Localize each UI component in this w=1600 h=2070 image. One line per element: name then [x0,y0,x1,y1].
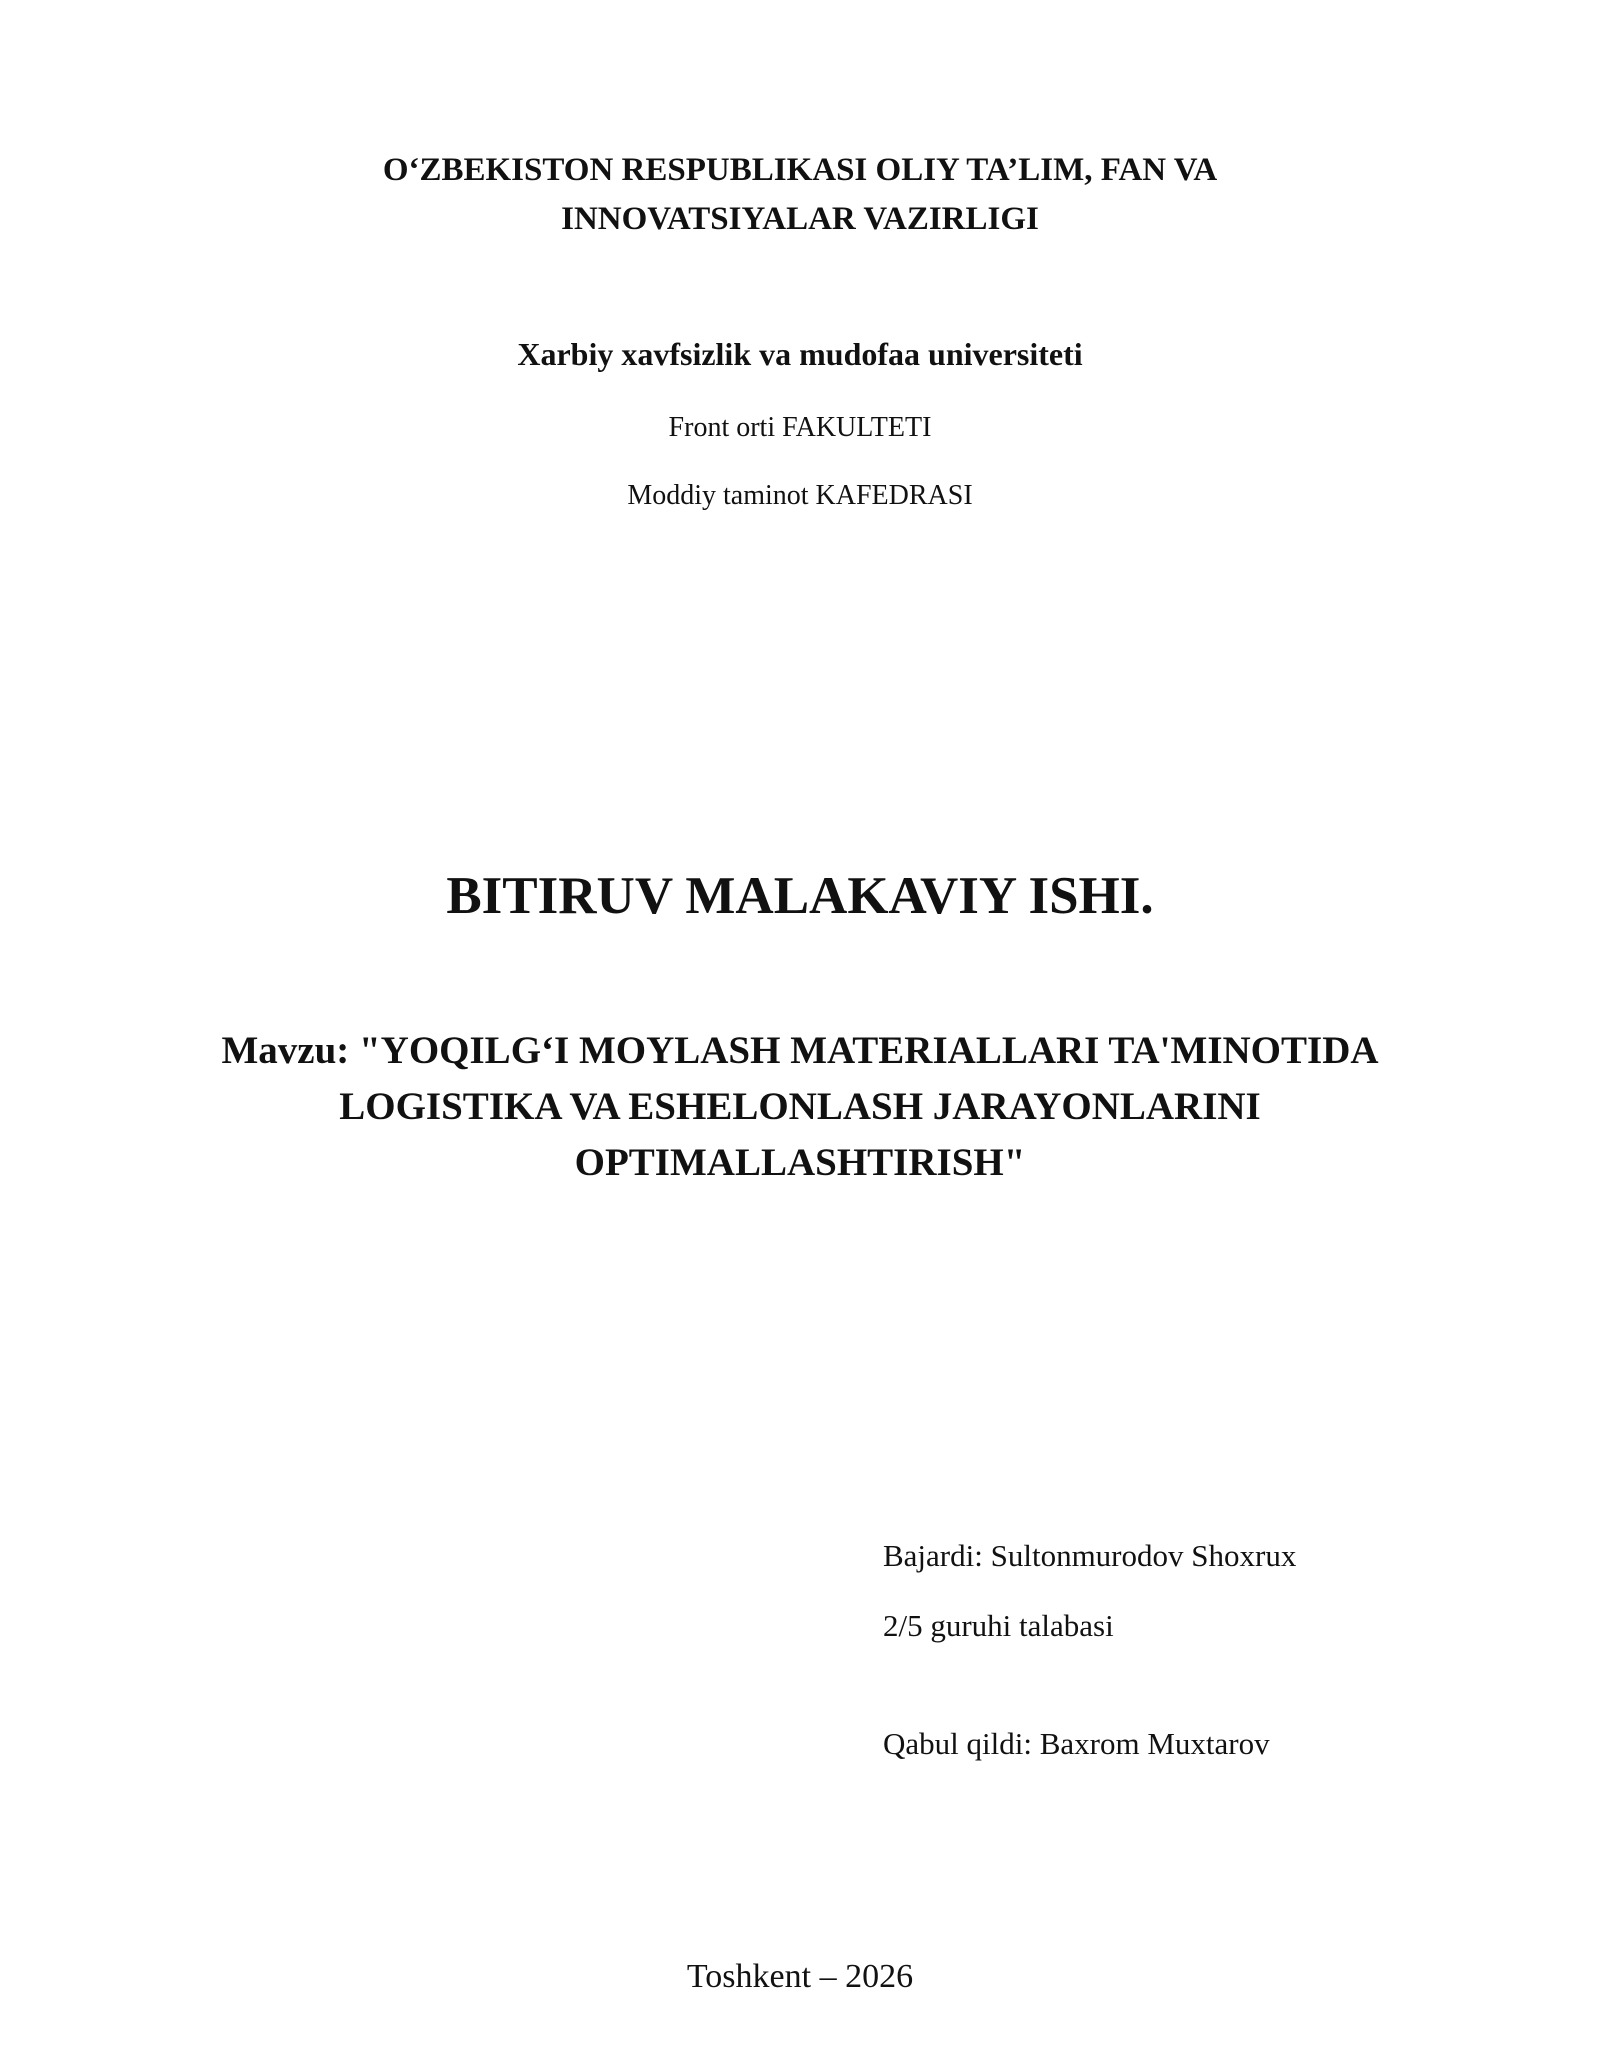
topic-line-2: LOGISTIKA VA ESHELONLASH JARAYONLARINI [339,1085,1261,1128]
department-name: Moddiy taminot KAFEDRASI [627,480,973,511]
student-group: 2/5 guruhi talabasi [883,1608,1114,1643]
faculty-name: Front orti FAKULTETI [668,412,932,443]
topic-line-1: Mavzu: "YOQILG‘I MOYLASH MATERIALLARI TA'MINOTIDA [221,1029,1379,1072]
accepted-by: Qabul qildi: Baxrom Muxtarov [883,1726,1270,1761]
ministry-line-1: O‘ZBEKISTON RESPUBLIKASI OLIY TA’LIM, FAN VA [382,152,1218,188]
university-name: Xarbiy xavfsizlik va mudofaa universiteti [517,336,1083,372]
city-year: Toshkent – 2026 [686,1958,914,1995]
document-title: BITIRUV MALAKAVIY ISHI. [446,867,1154,925]
performed-by: Bajardi: Sultonmurodov Shoxrux [883,1538,1297,1573]
ministry-line-2: INNOVATSIYALAR VAZIRLIGI [561,201,1039,237]
topic-line-3: OPTIMALLASHTIRISH" [574,1141,1026,1184]
